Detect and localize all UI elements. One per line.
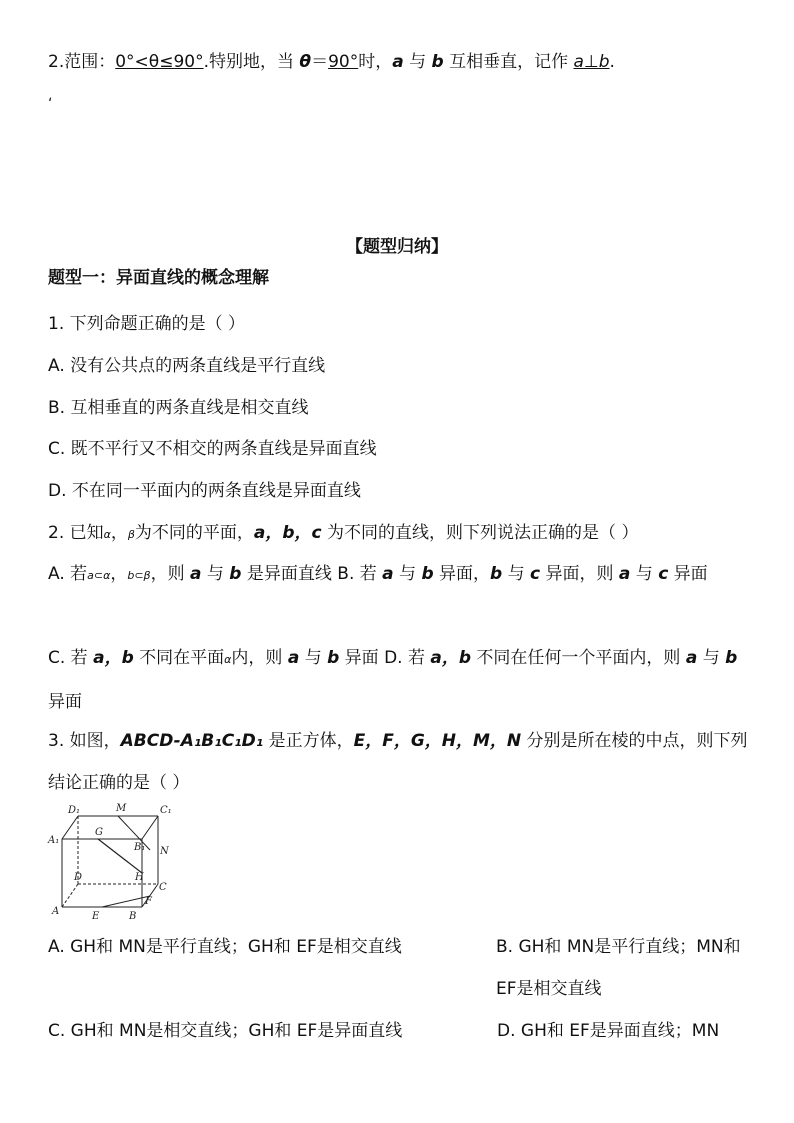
q3-stem: 3. 如图，ABCD-A₁B₁C₁D₁ 是正方体，E，F，G，H，M，N 分别是所在棱的中点，则下列结论正确的是（ ） <box>48 731 748 793</box>
label-a: A <box>52 906 60 917</box>
q1-option-c: C. 既不平行又不相交的两条直线是异面直线 <box>48 439 377 459</box>
edge-a1d1 <box>62 816 78 839</box>
label-b: B <box>129 911 137 922</box>
stray-mark: ‘ <box>48 96 53 112</box>
cube-figure <box>46 800 176 924</box>
label-a1: A₁ <box>48 835 60 846</box>
q2-options-ab: A. 若a⊂α，b⊂β，则 a 与 b 是异面直线 B. 若 a 与 b 异面，b 与 c 异面，则 a 与 c 异面 <box>48 564 708 584</box>
q3-option-a: A. GH和 MN是平行直线；GH和 EF是相交直线 <box>48 937 402 957</box>
label-e: E <box>92 911 100 922</box>
edge-b1c1 <box>142 816 158 839</box>
label-g: G <box>95 827 103 838</box>
label-d1: D₁ <box>68 805 81 816</box>
q2-stem: 2. 已知α，β为不同的平面，a，b，c 为不同的直线，则下列说法正确的是（ ） <box>48 523 639 543</box>
q1-option-a: A. 没有公共点的两条直线是平行直线 <box>48 356 326 376</box>
range-value: 0°<θ≤90° <box>115 52 204 72</box>
type-one-title: 题型一：异面直线的概念理解 <box>48 268 269 288</box>
q3-option-d: D. GH和 EF是异面直线；MN <box>497 1021 720 1041</box>
q2-options-cd: C. 若 a，b 不同在平面α内，则 a 与 b 异面 D. 若 a，b 不同在任何一个平面内，则 a 与 b 异面 <box>48 648 738 712</box>
q1-option-b: B. 互相垂直的两条直线是相交直线 <box>48 398 309 418</box>
label-c1: C₁ <box>160 805 172 816</box>
q1-option-d: D. 不在同一平面内的两条直线是异面直线 <box>48 481 361 501</box>
label-f: F <box>145 896 152 907</box>
label-n: N <box>160 846 169 857</box>
label-m: M <box>116 803 127 814</box>
label-b1: B₁ <box>134 842 146 853</box>
section-heading: 【题型归纳】 <box>346 237 448 257</box>
range-definition-line: 2.范围：0°<θ≤90°.特别地，当 θ＝90°时，a 与 b 互相垂直，记作 a⊥b. <box>48 52 615 72</box>
q1-stem: 1. 下列命题正确的是（ ） <box>48 314 246 334</box>
label-d: D <box>74 872 83 883</box>
label-c: C <box>159 882 167 893</box>
edge-da <box>62 884 78 907</box>
label-h: H <box>135 872 144 883</box>
perpendicular-notation: a⊥b <box>573 52 610 72</box>
q3-option-b-part1: B. GH和 MN是平行直线；MN和 EF是相交直线 <box>496 937 741 999</box>
q3-option-c: C. GH和 MN是相交直线；GH和 EF是异面直线 <box>48 1021 403 1041</box>
